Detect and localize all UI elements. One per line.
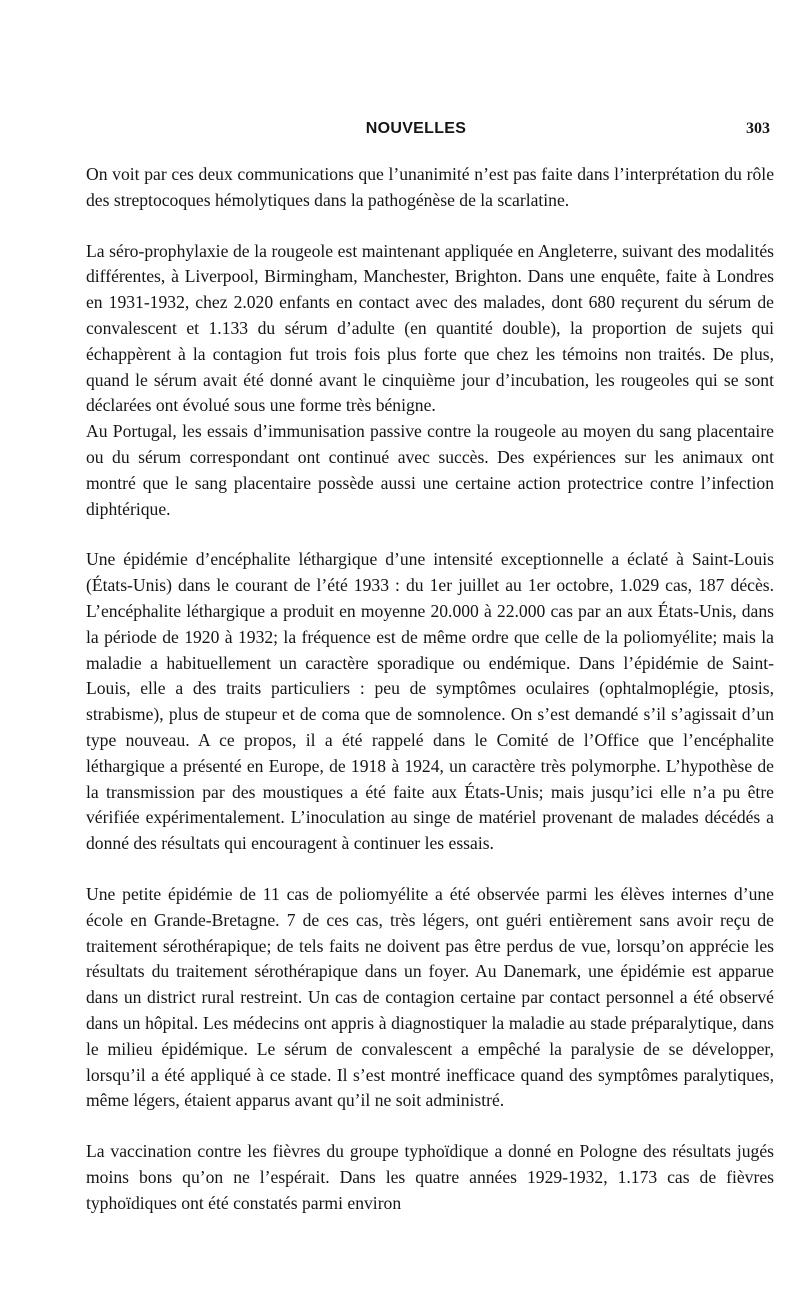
page-header <box>62 116 770 146</box>
paragraph-poliomyelite: Une petite épidémie de 11 cas de poliomyélite a été observée parmi les élèves internes d’une école en Grande-Bretagne. 7 de ces cas, très légers, ont guéri entièrement sans avoir reçu de traitement sérothérapique; de tels faits ne doivent pas être perdus de vue, lorsqu’on apprécie les résultats du traitement sérothérapique dans un foyer. Au Danemark, une épidémie est apparue dans un district rural restreint. Un cas de contagion certaine par contact personnel a été observé dans un hôpital. Les médecins ont appris à diagnostiquer la maladie au stade préparalytique, dans le milieu épidémique. Le sérum de convalescent a empêché la paralysie de se développer, lorsqu’il a été appliqué à ce stade. Il s’est montré inefficace quand des symptômes paralytiques, même légers, étaient apparus avant qu’il ne soit administré. <box>86 883 774 1111</box>
page-number: 303 <box>746 120 770 137</box>
paragraph-rougeole-angleterre: La séro-prophylaxie de la rougeole est maintenant appliquée en Angleterre, suivant des modalités différentes, à Liverpool, Birmingham, Manchester, Brighton. Dans une enquête, faite à Londres en 1931-1932, chez 2.020 enfants en contact avec des malades, dont 680 reçurent du sérum de convalescent et 1.133 du sérum d’adulte (en quantité double), la proportion de sujets qui échappèrent à la contagion fut trois fois plus forte que chez les témoins non traités. De plus, quand le sérum avait été donné avant le cinquième jour d’incubation, les rougeoles qui se sont déclarées ont évolué sous une forme très bénigne. <box>86 240 774 416</box>
paragraph-typhoidique: La vaccination contre les fièvres du groupe typhoïdique a donné en Pologne des résultats jugés moins bons qu’on ne l’espérait. Dans les quatre années 1929-1932, 1.173 cas de fièvres typhoïdiques ont été constatés parmi environ <box>86 1141 774 1213</box>
running-title: NOUVELLES <box>365 120 467 137</box>
body-text <box>86 162 774 1216</box>
paragraph-encephalite: Une épidémie d’encéphalite léthargique d’une intensité exceptionnelle a éclaté à Saint-Louis (États-Unis) dans le courant de l’été 1933 : du 1er juillet au 1er octobre, 1.029 cas, 187 décès. L’encéphalite léthargique a produit en moyenne 20.000 à 22.000 cas par an aux États-Unis, dans la période de 1920 à 1932; la fréquence est de même ordre que celle de la poliomyélite; mais la maladie a habituellement un caractère sporadique ou endémique. Dans l’épidémie de Saint-Louis, elle a des traits particuliers : peu de symptômes oculaires (ophtalmoplégie, ptosis, strabisme), plus de stupeur et de coma que de somnolence. On s’est demandé s’il s’agissait d’un type nouveau. A ce propos, il a été rappelé dans le Comité de l’Office que l’encéphalite léthargique a présenté en Europe, de 1918 à 1924, un caractère très polymorphe. L’hypothèse de la transmission par des moustiques a été faite aux États-Unis; mais jusqu’ici elle n’a pu être vérifiée expérimentalement. L’inoculation au singe de matériel provenant de malades décédés a donné des résultats qui encouragent à continuer les essais. <box>86 549 774 854</box>
paragraph-rougeole-portugal: Au Portugal, les essais d’immunisation passive contre la rougeole au moyen du sang placentaire ou du sérum correspondant ont continué avec succès. Des expériences sur les animaux ont montré que le sang placentaire possède aussi une certaine action protectrice contre l’infection diphtérique. <box>86 421 774 519</box>
paragraph-scarlatine: On voit par ces deux communications que l’unanimité n’est pas faite dans l’interprétation du rôle des streptocoques hémolytiques dans la pathogénèse de la scarlatine. <box>86 164 774 210</box>
